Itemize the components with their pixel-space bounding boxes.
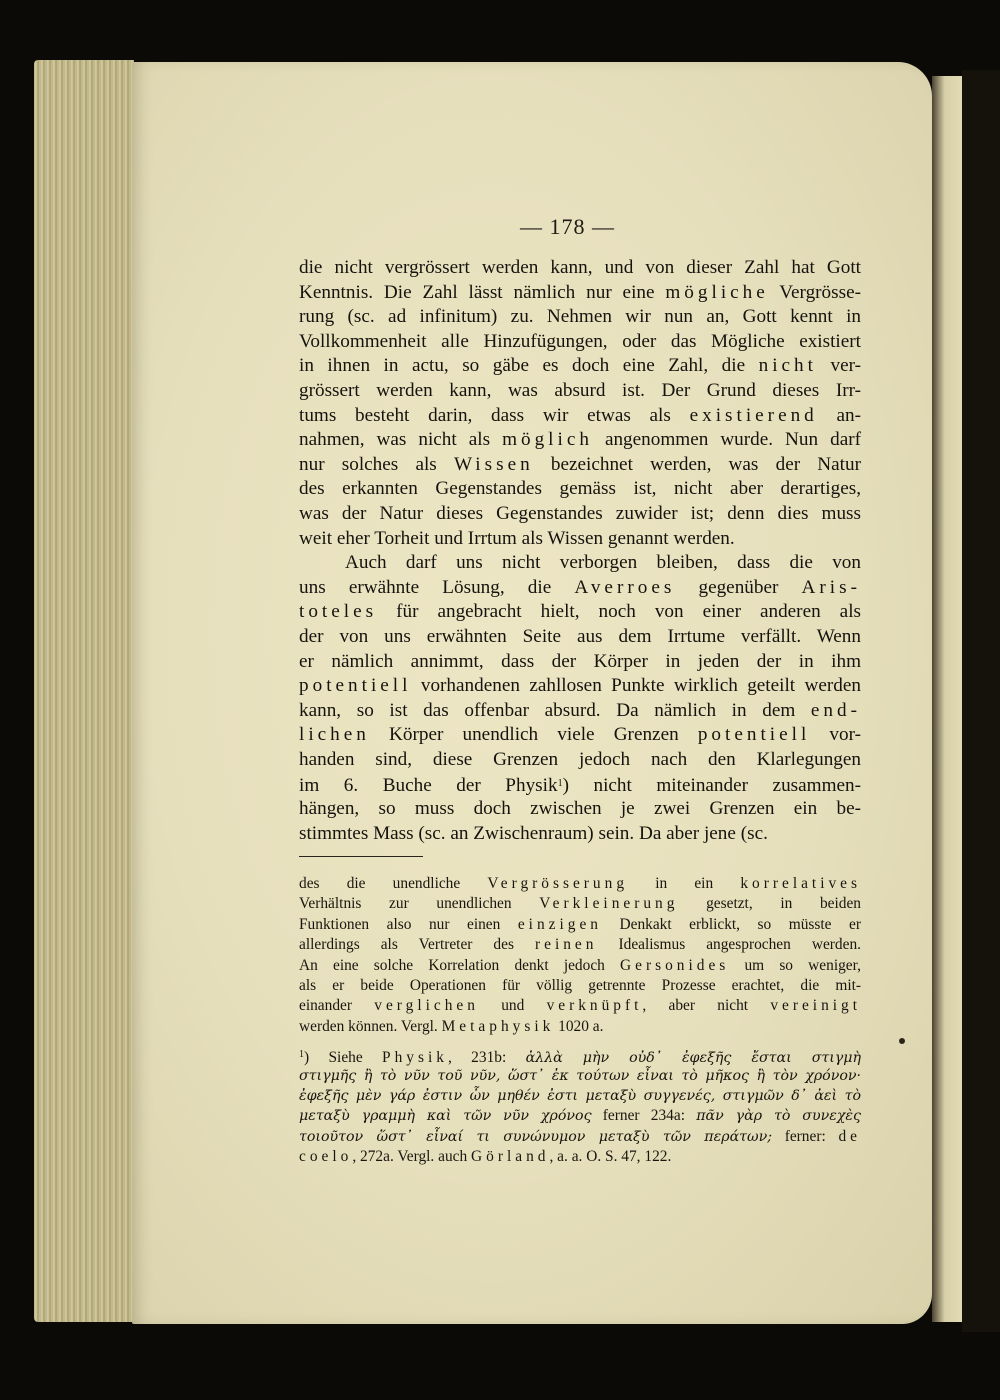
spaced-emphasis: potentiell xyxy=(299,675,412,697)
greek-quote: στιγμῆς ἢ τὸ νῦν τοῦ νῦν, ὥστ᾽ ἐκ τούτων εἶναι τὸ μῆκος ἢ τὸν χρόνον· xyxy=(299,1067,861,1084)
footnote-line xyxy=(299,1147,861,1167)
spaced-emphasis: möglich xyxy=(502,429,593,451)
footnote-line xyxy=(299,1066,861,1086)
footnote-line xyxy=(299,894,861,914)
text-line xyxy=(299,281,861,306)
spaced-emphasis: lichen xyxy=(299,724,370,746)
text-run: grössert werden kann, was absurd ist. Der Grund dieses Irr- xyxy=(299,379,861,401)
text-line xyxy=(299,748,861,773)
text-run: Verhältnis zur unendlichen xyxy=(299,895,540,913)
text-run: als er beide Operationen für völlig getrennte Prozesse erachtet, die mit- xyxy=(299,976,861,994)
page-number: — 178 — xyxy=(520,214,615,239)
text-run: nur solches als xyxy=(299,453,454,475)
text-run: Körper unendlich viele Grenzen xyxy=(369,724,698,746)
text-line xyxy=(299,822,861,847)
spaced-emphasis: Physik xyxy=(382,1049,448,1067)
text-run: An eine solche Korrelation denkt jedoch xyxy=(299,956,621,974)
footnotes xyxy=(299,874,861,1167)
text-line xyxy=(299,699,861,724)
footnote-gap xyxy=(299,1037,861,1045)
text-line xyxy=(299,625,861,650)
main-text xyxy=(299,256,861,846)
text-run: er nämlich annimmt, dass der Körper in jeden der in ihm xyxy=(299,650,861,672)
text-line xyxy=(299,428,861,453)
spaced-emphasis: Görland xyxy=(471,1148,550,1166)
text-run: gesetzt, in beiden xyxy=(678,895,861,913)
text-line xyxy=(299,305,861,330)
greek-quote: πᾶν γὰρ τὸ συνεχὲς xyxy=(696,1108,861,1125)
spaced-emphasis: coelo xyxy=(299,1148,353,1166)
text-run: ) Siehe xyxy=(304,1049,383,1067)
ink-dot xyxy=(899,1038,905,1044)
footnote-line xyxy=(299,915,861,935)
text-run: Auch darf uns nicht verborgen bleiben, dass die von xyxy=(345,552,861,574)
text-run: die nicht vergrössert werden kann, und von dieser Zahl hat Gott xyxy=(299,257,861,278)
text-line xyxy=(299,354,861,379)
text-run: tums besteht darin, dass wir etwas als xyxy=(299,404,690,426)
footnote-line xyxy=(299,976,861,996)
text-run: im 6. Buche der Physik xyxy=(299,775,558,797)
text-run: Idealismus angesprochen werden. xyxy=(597,936,861,954)
greek-quote: ἐφεξῆς μὲν γάρ ἐστιν ὧν μηθέν ἐστι μεταξὺ συγγενές, στιγμῶν δ᾽ ἀεὶ τὸ xyxy=(299,1087,861,1104)
spaced-emphasis: korrelatives xyxy=(740,875,861,892)
text-run: und xyxy=(478,997,547,1015)
spaced-emphasis: existierend xyxy=(689,404,818,426)
text-run: des erkannten Gegenstandes gemäss ist, nicht aber derartiges, xyxy=(299,478,861,500)
text-run: bezeichnet werden, was der Natur xyxy=(533,453,861,475)
text-run: , 272a. Vergl. auch xyxy=(352,1148,472,1166)
text-run: ferner 234a: xyxy=(591,1107,697,1125)
footnote-rule xyxy=(299,856,423,857)
text-run: werden können. Vergl. xyxy=(299,1017,442,1035)
text-line xyxy=(299,674,861,699)
text-run: in ein xyxy=(628,875,741,892)
spaced-emphasis: Wissen xyxy=(453,453,534,475)
text-run: nahmen, was nicht als xyxy=(299,429,503,451)
text-run: vorhandenen zahllosen Punkte wirklich geteilt werden xyxy=(411,675,861,697)
text-run: handen sind, diese Grenzen jedoch nach den Klarlegungen xyxy=(299,748,861,770)
text-run: einander xyxy=(299,997,375,1015)
spaced-emphasis: potentiell xyxy=(697,724,811,746)
greek-quote: τοιοῦτον ὥστ᾽ εἶναί τι συνώνυμον μεταξὺ τῶν περάτων; xyxy=(299,1128,772,1145)
spaced-emphasis: verglichen xyxy=(374,997,479,1015)
text-run: ver- xyxy=(816,355,861,377)
text-line xyxy=(299,527,861,552)
spaced-emphasis: Gersonides xyxy=(620,956,730,974)
spaced-emphasis: nicht xyxy=(758,355,817,377)
spaced-emphasis: Averroes xyxy=(574,576,676,598)
text-run: , a. a. O. S. 47, 122. xyxy=(549,1148,672,1166)
text-line xyxy=(299,650,861,675)
text-run: Vollkommenheit alle Hinzufügungen, oder das Mögliche existiert xyxy=(299,330,861,352)
book-page-edges xyxy=(34,60,134,1322)
text-run: Kenntnis. Die Zahl lässt nämlich nur eine xyxy=(299,281,666,303)
text-run: , aber nicht xyxy=(642,997,771,1015)
footnote-marker: 1 xyxy=(557,778,563,790)
text-run: uns erwähnte Lösung, die xyxy=(299,576,575,598)
spaced-emphasis: verknüpft xyxy=(546,997,643,1015)
text-line xyxy=(299,797,861,822)
text-run: für angebracht hielt, noch von einer anderen als xyxy=(377,601,861,623)
text-line xyxy=(299,404,861,429)
text-line xyxy=(299,772,861,797)
text-run: Vergrösse- xyxy=(768,281,861,303)
text-run: , 231b: xyxy=(447,1049,526,1067)
text-run: allerdings als Vertreter des xyxy=(299,936,535,954)
spaced-emphasis: end- xyxy=(810,699,861,721)
text-run: ) nicht miteinander zusammen- xyxy=(562,775,861,797)
text-run: in ihnen in actu, so gäbe es doch eine Zahl, die xyxy=(299,355,759,377)
text-run: kann, so ist das offenbar absurd. Da nämlich in dem xyxy=(299,699,811,721)
text-line xyxy=(299,453,861,478)
text-line xyxy=(299,576,861,601)
spaced-emphasis: mögliche xyxy=(665,281,769,303)
text-run: gegenüber xyxy=(675,576,802,598)
greek-quote: μεταξὺ γραμμὴ καὶ τῶν νῦν χρόνος xyxy=(299,1108,592,1125)
spaced-emphasis: Aris- xyxy=(801,576,861,598)
text-run: der von uns erwähnten Seite aus dem Irrtume verfällt. Wenn xyxy=(299,625,861,647)
text-line xyxy=(299,723,861,748)
greek-quote: ἀλλὰ μὴν οὐδ᾽ ἐφεξῆς ἔσται στιγμὴ xyxy=(525,1050,861,1067)
text-run: Denkakt erblickt, so müsste er xyxy=(601,915,861,933)
text-line xyxy=(299,477,861,502)
footnote-line xyxy=(299,996,861,1016)
text-run: hängen, so muss doch zwischen je zwei Grenzen ein be- xyxy=(299,798,861,820)
text-run: angenommen wurde. Nun darf xyxy=(592,429,861,451)
footnote-line xyxy=(299,1017,861,1037)
text-run: weit eher Torheit und Irrtum als Wissen genannt werden. xyxy=(299,527,735,549)
text-run: an- xyxy=(817,404,862,426)
footnote-line xyxy=(299,874,861,894)
text-run: ferner: xyxy=(771,1127,839,1145)
footnote-line xyxy=(299,1086,861,1106)
text-line xyxy=(299,551,861,576)
spaced-emphasis: reinen xyxy=(535,936,598,954)
text-run: Funktionen also nur einen xyxy=(299,915,518,933)
book-shadow xyxy=(962,70,1000,1332)
footnote-line xyxy=(299,1127,861,1147)
text-run: des die unendliche xyxy=(299,875,488,892)
footnote-line xyxy=(299,935,861,955)
text-run: rung (sc. ad infinitum) zu. Nehmen wir nun an, Gott kennt in xyxy=(299,306,861,328)
text-line xyxy=(299,330,861,355)
text-line xyxy=(299,600,861,625)
text-run: was der Natur dieses Gegenstandes zuwider ist; denn dies muss xyxy=(299,502,861,524)
text-line xyxy=(299,256,861,281)
text-run: stimmtes Mass (sc. an Zwischenraum) sein. Da aber jene (sc. xyxy=(299,822,768,844)
footnote-line xyxy=(299,956,861,976)
footnote-marker: 1 xyxy=(299,1049,304,1061)
spaced-emphasis: vereinigt xyxy=(770,997,862,1015)
footnote-line xyxy=(299,1045,861,1065)
facing-page-edge xyxy=(932,76,964,1322)
spaced-emphasis: Metaphysik xyxy=(441,1017,555,1035)
footnote-line xyxy=(299,1106,861,1126)
text-run: 1020 a. xyxy=(554,1017,604,1035)
text-line xyxy=(299,379,861,404)
text-run: vor- xyxy=(810,724,861,746)
spaced-emphasis: einzigen xyxy=(517,915,602,933)
text-line xyxy=(299,502,861,527)
spaced-emphasis: Vergrösserung xyxy=(487,875,629,892)
spaced-emphasis: de xyxy=(838,1127,861,1145)
spaced-emphasis: Verkleinerung xyxy=(539,895,679,913)
spaced-emphasis: toteles xyxy=(299,601,378,623)
text-run: um so weniger, xyxy=(729,956,861,974)
